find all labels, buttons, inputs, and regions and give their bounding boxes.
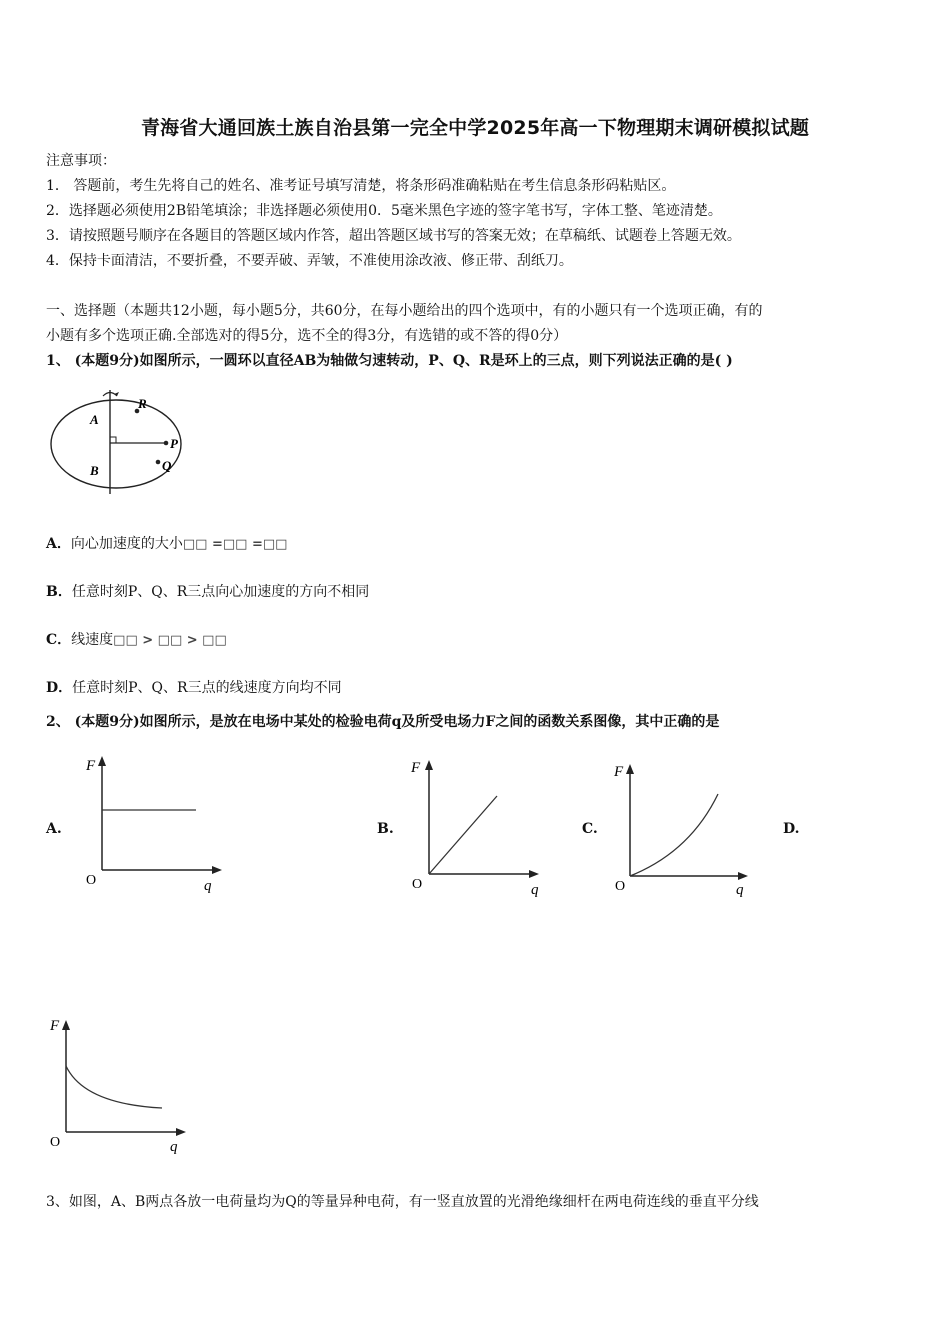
svg-text:q: q xyxy=(204,878,212,894)
point-p xyxy=(164,441,169,446)
label-p: P xyxy=(170,436,178,451)
rotation-arrowhead xyxy=(114,392,119,396)
point-q xyxy=(156,460,161,465)
right-angle-mark xyxy=(110,437,116,443)
svg-text:F: F xyxy=(50,1018,60,1034)
notice-item-2: 2．选择题必须使用2B铅笔填涂；非选择题必须使用0．5毫米黑色字迹的签字笔书写，字体工整、笔迹清楚。 xyxy=(46,203,722,219)
svg-text:q: q xyxy=(736,882,744,897)
svg-text:F: F xyxy=(411,760,421,776)
graph-a-constant xyxy=(80,752,230,897)
ring-rotation-figure xyxy=(46,386,196,496)
svg-text:O: O xyxy=(50,1135,61,1150)
q1-option-c[interactable]: C．线速度□□ > □□ > □□ xyxy=(46,632,227,648)
label-a: A xyxy=(90,412,99,427)
label-r: R xyxy=(138,396,147,411)
graph-b-curve xyxy=(429,796,497,874)
section1-instructions-line2: 小题有多个选项正确.全部选对的得5分，选不全的得3分，有选错的或不答的得0分） xyxy=(46,328,568,344)
graph-d-decreasing xyxy=(44,1008,194,1158)
notice-item-3: 3．请按照题号顺序在各题目的答题区域内作答，超出答题区域书写的答案无效；在草稿纸、试题卷上答题无效。 xyxy=(46,228,741,244)
svg-text:O: O xyxy=(412,877,423,892)
q1-option-a[interactable]: A．向心加速度的大小□□ =□□ =□□ xyxy=(46,536,288,552)
svg-text:q: q xyxy=(170,1139,178,1155)
ring-ellipse xyxy=(51,400,181,488)
label-b: B xyxy=(90,463,99,478)
label-q: Q xyxy=(162,458,172,473)
notice-item-4: 4．保持卡面清洁，不要折叠，不要弄破、弄皱，不准使用涂改液、修正带、刮纸刀。 xyxy=(46,253,573,269)
q2-option-c-label[interactable]: C. xyxy=(582,821,598,837)
q2-option-d-label[interactable]: D. xyxy=(783,821,800,837)
section1-instructions-line1: 一、选择题（本题共12小题，每小题5分，共60分，在每小题给出的四个选项中，有的小题只有一个选项正确，有的 xyxy=(46,303,763,319)
q1-option-d[interactable]: D．任意时刻P、Q、R三点的线速度方向均不同 xyxy=(46,680,342,696)
page-title: 青海省大通回族土族自治县第一完全中学2025年高一下物理期末调研模拟试题 xyxy=(140,117,810,139)
question-2-stem: 2、 (本题9分)如图所示，是放在电场中某处的检验电荷q及所受电场力F之间的函数关系图像，其中正确的是 xyxy=(46,714,720,730)
graph-b-linear xyxy=(407,752,557,897)
svg-text:F: F xyxy=(614,764,624,780)
svg-text:q: q xyxy=(531,882,539,897)
graph-d-curve xyxy=(66,1066,162,1108)
q2-option-a-label[interactable]: A. xyxy=(46,821,62,837)
notice-item-1: 1． 答题前，考生先将自己的姓名、准考证号填写清楚，将条形码准确粘贴在考生信息条形码粘贴区。 xyxy=(46,178,676,194)
notice-heading: 注意事项： xyxy=(46,153,116,169)
svg-text:O: O xyxy=(86,873,97,888)
question-1-stem: 1、 (本题9分)如图所示，一圆环以直径AB为轴做匀速转动，P、Q、R是环上的三点，则下列说法正确的是( ) xyxy=(46,353,733,369)
q1-option-b[interactable]: B．任意时刻P、Q、R三点向心加速度的方向不相同 xyxy=(46,584,370,600)
svg-text:F: F xyxy=(86,758,96,774)
graph-c-curve xyxy=(630,794,718,876)
q2-option-b-label[interactable]: B. xyxy=(377,821,394,837)
graph-c-increasing xyxy=(610,752,760,897)
svg-text:O: O xyxy=(615,879,626,894)
question-3-stem: 3、如图，A、B两点各放一电荷量均为Q的等量异种电荷，有一竖直放置的光滑绝缘细杆在两电荷连线的垂直平分线 xyxy=(46,1194,759,1210)
